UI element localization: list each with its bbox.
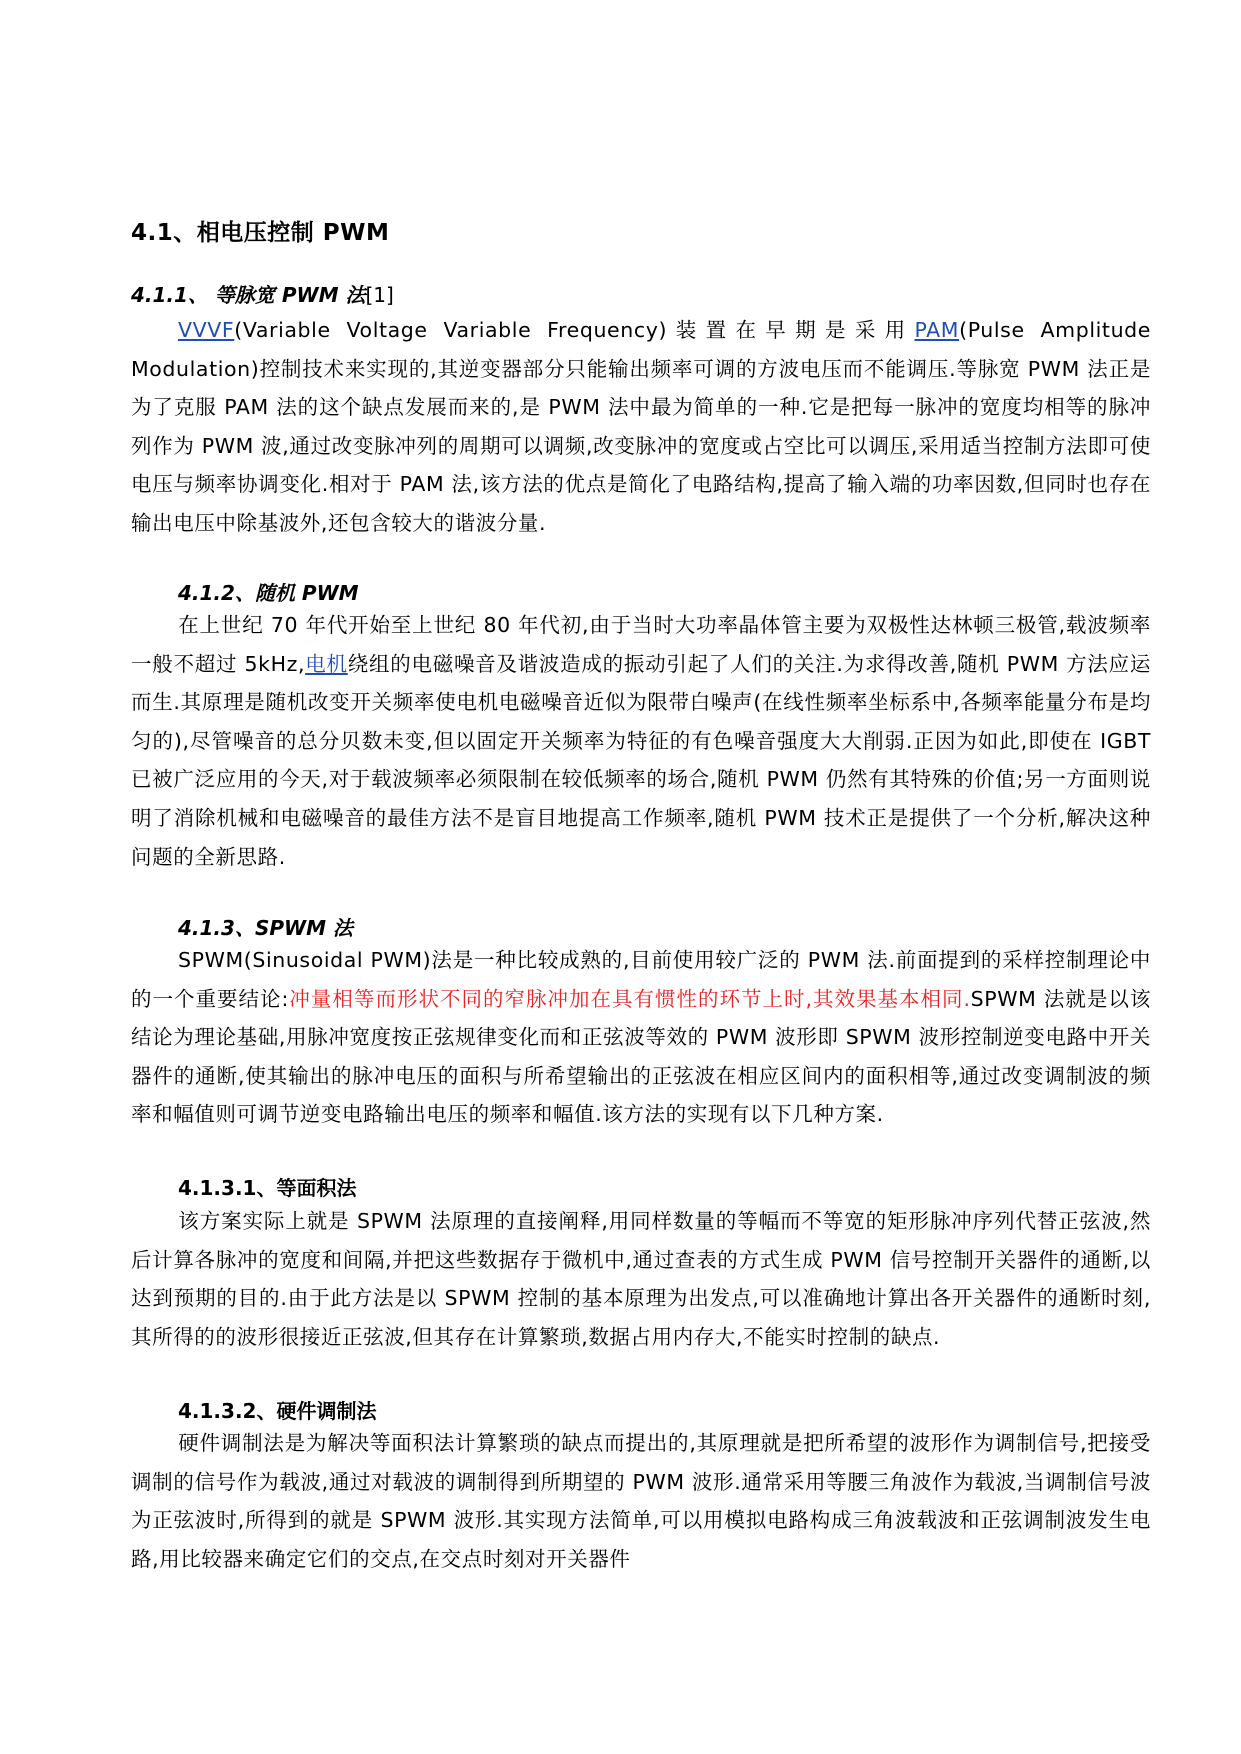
vvvf-link[interactable]: VVVF <box>178 318 235 342</box>
highlighted-conclusion: 冲量相等而形状不同的窄脉冲加在具有惯性的环节上时,其效果基本相同. <box>289 986 971 1011</box>
heading-4-1-3-2: 4.1.3.2、硬件调制法 <box>178 1399 377 1423</box>
paragraph-4-1-1 <box>131 311 1151 543</box>
heading-4-1-1-text: 4.1.1、 等脉宽 PWM 法 <box>131 283 366 307</box>
pam-link[interactable]: PAM <box>914 318 960 342</box>
paragraph-4-1-2 <box>131 606 1151 876</box>
paragraph-text: 该方案实际上就是 SPWM 法原理的直接阐释,用同样数量的等幅而不等宽的矩形脉冲序列代替正弦波,然后计算各脉冲的宽度和间隔,并把这些数据存于微机中,通过查表的方式生成 PWM 信号控制开关器件的通断,以达到预期的目的.由于此方法是以 SPWM 控制的基本原理为出发点,可以准确地计算出各开关器件的通断时刻,其所得的的波形很接近正弦波,但其存在计算繁琐,数据占用内存大,不能实时控制的缺点. <box>131 1209 1151 1349</box>
heading-4-1-1 <box>131 279 394 308</box>
citation-ref[interactable]: [1] <box>365 283 394 307</box>
heading-4-1-3-1: 4.1.3.1、等面积法 <box>178 1176 357 1200</box>
heading-4-1-2: 4.1.2、随机 PWM <box>178 581 359 605</box>
paragraph-text: 绕组的电磁噪音及谐波造成的振动引起了人们的关注.为求得改善,随机 PWM 方法应运而生.其原理是随机改变开关频率使电机电磁噪音近似为限带白噪声(在线性频率坐标系中,各频率能量分布是均匀的),尽管噪音的总分贝数未变,但以固定开关频率为特征的有色噪音强度大大削弱.正因为如此,即使在 IGBT 已被广泛应用的今天,对于载波频率必须限制在较低频率的场合,随机 PWM 仍然有其特殊的价值;另一方面则说明了消除机械和电磁噪音的最佳方法不是盲目地提高工作频率,随机 PWM 技术正是提供了一个分析,解决这种问题的全新思路. <box>131 651 1152 869</box>
paragraph-text: (Pulse Amplitude Modulation)控制技术来实现的,其逆变器部分只能输出频率可调的方波电压而不能调压.等脉宽 PWM 法正是为了克服 PAM 法的这个缺点发展而来的,是 PWM 法中最为简单的一种.它是把每一脉冲的宽度均相等的脉冲列作为 PWM 波,通过改变脉冲列的周期可以调频,改变脉冲的宽度或占空比可以调压,采用适当控制方法即可使电压与频率协调变化.相对于 PAM 法,该方法的优点是简化了电路结构,提高了输入端的功率因数,但同时也存在输出电压中除基波外,还包含较大的谐波分量. <box>131 318 1151 535</box>
paragraph-text: (Variable Voltage Variable Frequency)装置在早期是采用 <box>234 318 915 342</box>
paragraph-4-1-3-2 <box>131 1424 1151 1578</box>
section-title: 4.1、相电压控制 PWM <box>131 220 390 246</box>
heading-4-1-3: 4.1.3、SPWM 法 <box>178 916 353 940</box>
paragraph-text: SPWM(Sinusoidal PWM)法是一种比较成熟的,目前使用较广泛的 PWM 法.前面提到的采样控制理论中的一个重要结论: <box>131 948 1151 1011</box>
paragraph-4-1-3-1 <box>131 1202 1151 1356</box>
paragraph-text: 在上世纪 70 年代开始至上世纪 80 年代初,由于当时大功率晶体管主要为双极性达林顿三极管,载波频率一般不超过 5kHz, <box>131 613 1151 676</box>
motor-link[interactable]: 电机 <box>305 651 348 676</box>
paragraph-text: SPWM 法就是以该结论为理论基础,用脉冲宽度按正弦规律变化而和正弦波等效的 PWM 波形即 SPWM 波形控制逆变电路中开关器件的通断,使其输出的脉冲电压的面积与所希望输出的正弦波在相应区间内的面积相等,通过改变调制波的频率和幅值则可调节逆变电路输出电压的频率和幅值.该方法的实现有以下几种方案. <box>131 986 1151 1127</box>
paragraph-4-1-3 <box>131 941 1151 1134</box>
paragraph-text: 硬件调制法是为解决等面积法计算繁琐的缺点而提出的,其原理就是把所希望的波形作为调制信号,把接受调制的信号作为载波,通过对载波的调制得到所期望的 PWM 波形.通常采用等腰三角波作为载波,当调制信号波为正弦波时,所得到的就是 SPWM 波形.其实现方法简单,可以用模拟电路构成三角波载波和正弦调制波发生电路,用比较器来确定它们的交点,在交点时刻对开关器件 <box>131 1431 1151 1571</box>
